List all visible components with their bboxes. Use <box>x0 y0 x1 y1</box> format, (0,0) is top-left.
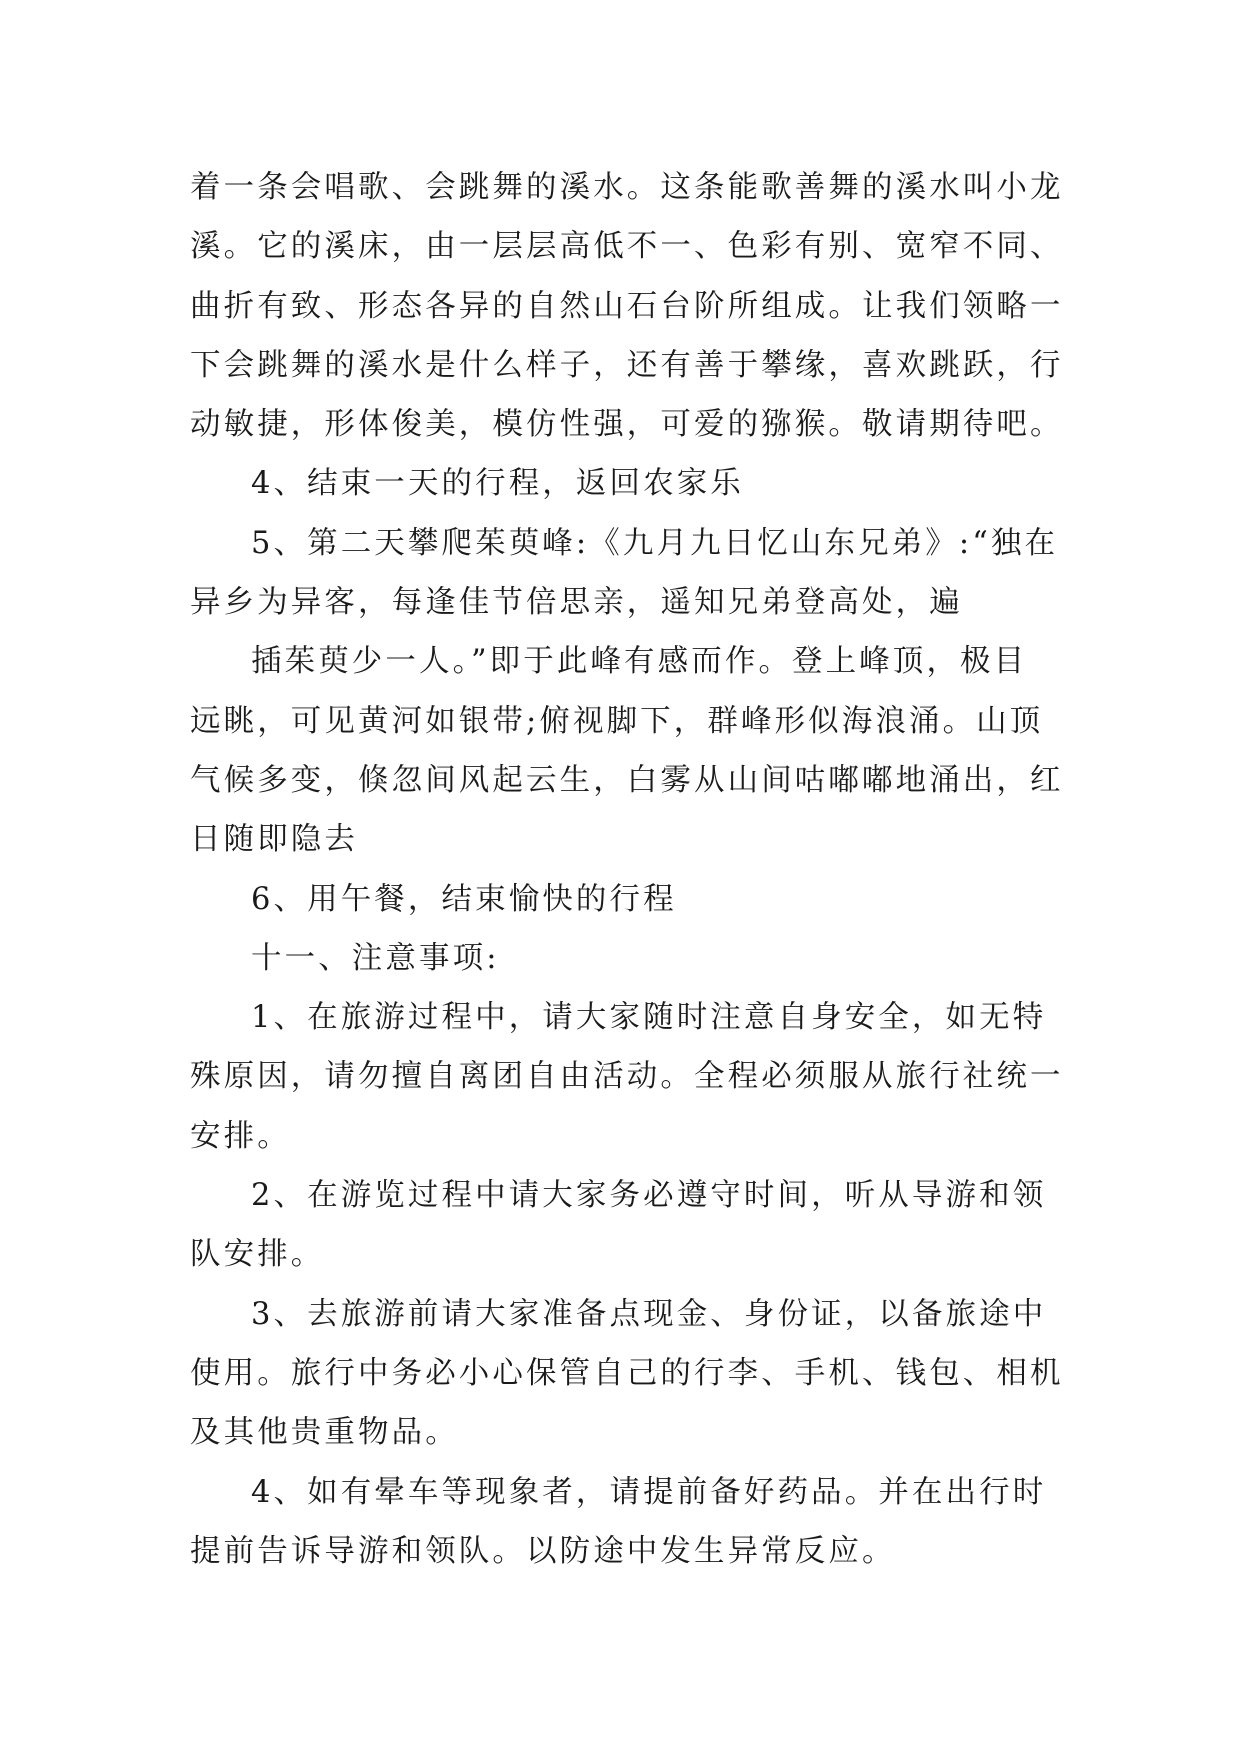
text-line: 溪。它的溪床，由一层层高低不一、色彩有别、宽窄不同、 <box>190 229 1064 265</box>
list-item-3-notes: 3、去旅游前请大家准备点现金、身份证，以备旅途中 <box>251 1296 1047 1332</box>
list-item-6-itinerary: 6、用午餐，结束愉快的行程 <box>251 881 677 917</box>
text-line: 下会跳舞的溪水是什么样子，还有善于攀缘，喜欢跳跃，行 <box>190 347 1064 383</box>
text-line: 队安排。 <box>190 1237 325 1273</box>
text-line: 日随即隐去 <box>190 822 358 858</box>
text-line: 插茱萸少一人。”即于此峰有感而作。登上峰顶，极目 <box>251 644 1028 680</box>
document-body <box>190 158 1070 1581</box>
text-line: 安排。 <box>190 1118 291 1154</box>
text-line: 气候多变，倏忽间风起云生，白雾从山间咕嘟嘟地涌出，红 <box>190 762 1064 798</box>
text-line: 异乡为异客，每逢佳节倍思亲，遥知兄弟登高处，遍 <box>190 585 963 621</box>
text-line: 远眺，可见黄河如银带;俯视脚下，群峰形似海浪涌。山顶 <box>190 703 1044 739</box>
text-line: 及其他贵重物品。 <box>190 1415 459 1451</box>
text-line: 动敏捷，形体俊美，模仿性强，可爱的猕猴。敬请期待吧。 <box>190 407 1064 443</box>
list-item-5-itinerary: 5、第二天攀爬茱萸峰:《九月九日忆山东兄弟》:“独在 <box>251 525 1059 561</box>
text-line: 着一条会唱歌、会跳舞的溪水。这条能歌善舞的溪水叫小龙 <box>190 170 1064 205</box>
list-item-2-notes: 2、在游览过程中请大家务必遵守时间，听从导游和领 <box>251 1178 1047 1214</box>
list-item-1-notes: 1、在旅游过程中，请大家随时注意自身安全，如无特 <box>251 1000 1047 1036</box>
list-item-4-itinerary: 4、结束一天的行程，返回农家乐 <box>251 466 744 502</box>
section-heading-notes: 十一、注意事项: <box>251 940 500 976</box>
list-item-4-notes: 4、如有晕车等现象者，请提前备好药品。并在出行时 <box>251 1474 1047 1510</box>
text-line: 使用。旅行中务必小心保管自己的行李、手机、钱包、相机 <box>190 1355 1064 1391</box>
text-line: 殊原因，请勿擅自离团自由活动。全程必须服从旅行社统一 <box>190 1059 1064 1095</box>
text-line: 曲折有致、形态各异的自然山石台阶所组成。让我们领略一 <box>190 288 1064 324</box>
text-line: 提前告诉导游和领队。以防途中发生异常反应。 <box>190 1533 896 1569</box>
